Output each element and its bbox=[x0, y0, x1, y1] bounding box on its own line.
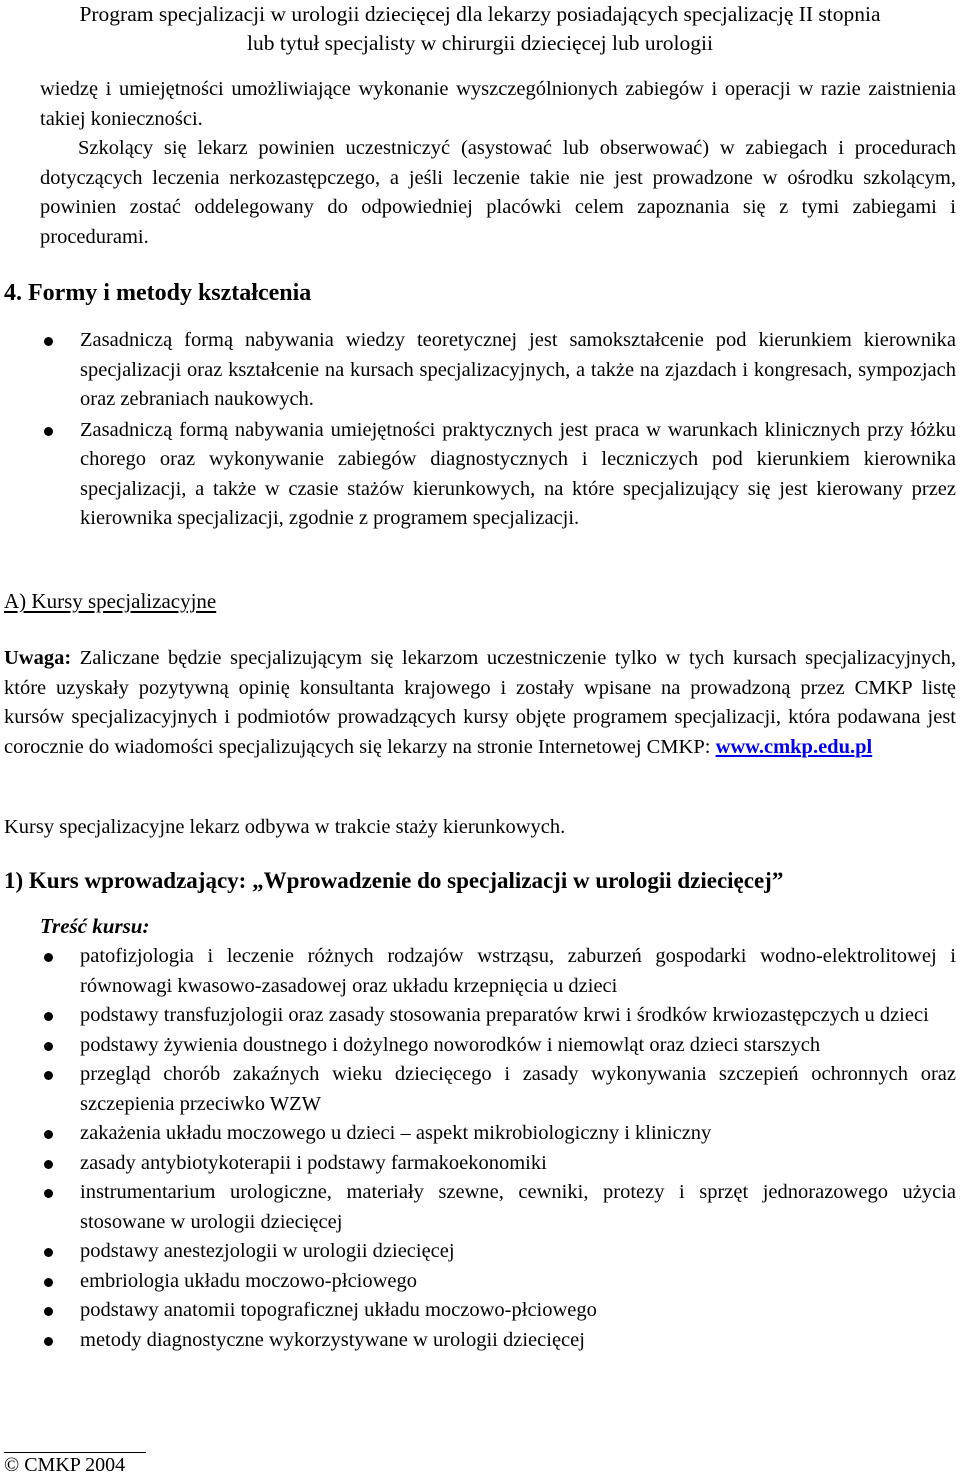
bullet-icon bbox=[44, 1278, 53, 1287]
intro-block bbox=[40, 75, 956, 252]
list-item bbox=[4, 942, 956, 1001]
bullet-icon bbox=[44, 1012, 53, 1021]
header-line-2: lub tytuł specjalisty w chirurgii dziecięcej lub urologii bbox=[247, 31, 713, 55]
bullet-icon bbox=[44, 337, 53, 346]
cmkp-link[interactable]: www.cmkp.edu.pl bbox=[715, 735, 873, 758]
list-item-text: przegląd chorób zakaźnych wieku dziecięcego i zasady wykonywania szczepień ochronnych oraz szczepienia przeciwko WZW bbox=[80, 1063, 956, 1115]
section-4-list bbox=[4, 326, 956, 535]
list-item bbox=[4, 1178, 956, 1237]
list-item-text: embriologia układu moczowo-płciowego bbox=[80, 1269, 418, 1292]
list-item-text: podstawy żywienia doustnego i dożylnego noworodków i niemowląt oraz dzieci starszych bbox=[80, 1033, 821, 1056]
list-item-text: patofizjologia i leczenie różnych rodzajów wstrząsu, zaburzeń gospodarki wodno-elektrolitowej i równowagi kwasowo-zasadowej oraz układu krzepnięcia u dzieci bbox=[80, 945, 956, 997]
list-item-text: Zasadniczą formą nabywania wiedzy teoretycznej jest samokształcenie pod kierunkiem kierownika specjalizacji oraz kształcenie na kursach specjalizacyjnych, a także na zjazdach i kongresach, sympozjach oraz zebraniach naukowych. bbox=[80, 329, 956, 410]
list-item-text: zasady antybiotykoterapii i podstawy farmakoekonomiki bbox=[80, 1151, 547, 1174]
list-item bbox=[4, 1296, 956, 1326]
list-item bbox=[4, 1149, 956, 1179]
list-item-text: podstawy anatomii topograficznej układu moczowo-płciowego bbox=[80, 1299, 597, 1321]
bullet-icon bbox=[44, 1130, 53, 1139]
section-4-heading: 4. Formy i metody kształcenia bbox=[4, 280, 312, 306]
intro-paragraph-1: wiedzę i umiejętności umożliwiające wykonanie wyszczególnionych zabiegów i operacji w razie zaistnienia takiej konieczności. bbox=[40, 78, 956, 130]
note-paragraph bbox=[4, 644, 956, 762]
list-item-text: zakażenia układu moczowego u dzieci – aspekt mikrobiologiczny i kliniczny bbox=[80, 1122, 712, 1144]
bullet-icon bbox=[44, 1160, 53, 1169]
bullet-icon bbox=[44, 1071, 53, 1080]
list-item bbox=[4, 1237, 956, 1267]
bullet-icon bbox=[44, 1042, 53, 1051]
bullet-icon bbox=[44, 1337, 53, 1346]
note-label: Uwaga: bbox=[4, 647, 72, 669]
list-item bbox=[4, 326, 956, 415]
bullet-icon bbox=[44, 1307, 53, 1316]
list-item bbox=[4, 416, 956, 534]
section-a-heading: A) Kursy specjalizacyjne bbox=[4, 589, 217, 613]
list-item-text: metody diagnostyczne wykorzystywane w urologii dziecięcej bbox=[80, 1328, 585, 1351]
note-text: Zaliczane będzie specjalizującym się lekarzom uczestniczenie tylko w tych kursach specjalizacyjnych, które uzyskały pozytywną opinię konsultanta krajowego i zostały wpisane na prowadzoną przez CMKP listę kursów specjalizacyjnych i podmiotów prowadzących kursy objęte programem specjalizacji, która podawana jest corocznie do wiadomości specjalizujących się lekarzy na stronie Internetowej CMKP: bbox=[4, 647, 956, 758]
header-line-1: Program specjalizacji w urologii dziecięcej dla lekarzy posiadających specjalizację II stopnia bbox=[79, 2, 881, 26]
course-1-title: 1) Kurs wprowadzający: „Wprowadzenie do specjalizacji w urologii dziecięcej” bbox=[4, 868, 784, 893]
list-item bbox=[4, 1031, 956, 1061]
list-item bbox=[4, 1326, 956, 1356]
course-content-label: Treść kursu: bbox=[40, 914, 150, 938]
bullet-icon bbox=[44, 427, 53, 436]
courses-info: Kursy specjalizacyjne lekarz odbywa w trakcie staży kierunkowych. bbox=[4, 816, 566, 838]
bullet-icon bbox=[44, 953, 53, 962]
bullet-icon bbox=[44, 1248, 53, 1257]
intro-paragraph-2: Szkolący się lekarz powinien uczestniczyć (asystować lub obserwować) w zabiegach i procedurach dotyczących leczenia nerkozastępczego, a jeśli leczenie takie nie jest prowadzone w ośrodku szkolącym, powinien zostać oddelegowany do odpowiedniej placówki celem zapoznania się z tymi zabiegami i procedurami. bbox=[40, 137, 956, 248]
list-item bbox=[4, 1119, 956, 1149]
list-item-text: instrumentarium urologiczne, materiały szewne, cewniki, protezy i sprzęt jednorazowego użycia stosowane w urologii dziecięcej bbox=[80, 1181, 956, 1233]
list-item bbox=[4, 1060, 956, 1119]
course-content-list bbox=[4, 942, 956, 1355]
list-item-text: podstawy anestezjologii w urologii dziecięcej bbox=[80, 1240, 455, 1262]
list-item bbox=[4, 1001, 956, 1031]
list-item-text: podstawy transfuzjologii oraz zasady stosowania preparatów krwi i środków krwiozastępczych u dzieci bbox=[80, 1004, 929, 1026]
page-header bbox=[0, 0, 960, 58]
bullet-icon bbox=[44, 1189, 53, 1198]
list-item bbox=[4, 1267, 956, 1297]
list-item-text: Zasadniczą formą nabywania umiejętności praktycznych jest praca w warunkach klinicznych przy łóżku chorego oraz wykonywanie zabiegów diagnostycznych i leczniczych pod kierunkiem kierownika specjalizacji, a także w czasie stażów kierunkowych, na które specjalizujący się jest kierowany przez kierownika specjalizacji, zgodnie z programem specjalizacji. bbox=[80, 418, 956, 529]
page-footer: © CMKP 2004 bbox=[4, 1452, 146, 1477]
